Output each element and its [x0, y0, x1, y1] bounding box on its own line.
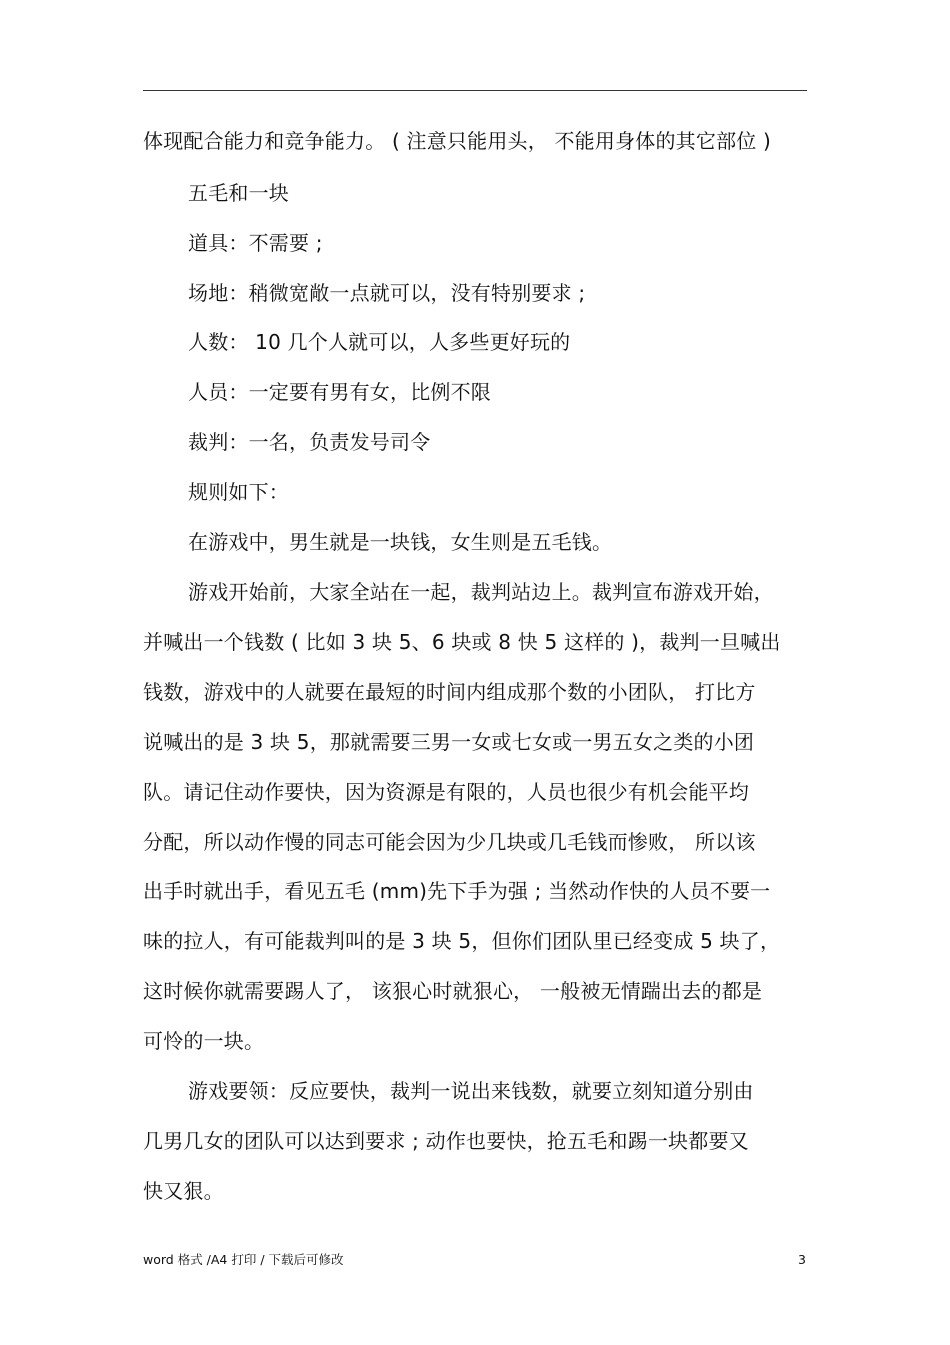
body-line: 钱数，游戏中的人就要在最短的时间内组成那个数的小团队， 打比方 [143, 680, 756, 704]
body-line: 几男几女的团队可以达到要求 ; 动作也要快，抢五毛和踢一块都要又 [143, 1129, 749, 1153]
body-line: 说喊出的是 3 块 5，那就需要三男一女或七女或一男五女之类的小团 [143, 730, 755, 754]
body-line: 并喊出一个钱数 ( 比如 3 块 5、6 块或 8 快 5 这样的 )，裁判一旦喊出 [143, 630, 781, 654]
body-line: 味的拉人，有可能裁判叫的是 3 块 5，但你们团队里已经变成 5 块了， [143, 929, 781, 953]
body-line: 出手时就出手，看见五毛 (mm)先下手为强 ; 当然动作快的人员不要一 [143, 879, 771, 903]
body-line: 可怜的一块。 [143, 1029, 265, 1053]
section-title: 五毛和一块 [188, 181, 289, 205]
body-line: 人数： 10 几个人就可以，人多些更好玩的 [188, 330, 571, 354]
footer-note: word 格式 /A4 打印 / 下载后可修改 [143, 1252, 344, 1267]
body-line: 裁判：一名，负责发号司令 [188, 430, 431, 454]
body-line: 游戏开始前，大家全站在一起，裁判站边上。裁判宣布游戏开始， [188, 580, 774, 604]
body-line: 游戏要领：反应要快，裁判一说出来钱数，就要立刻知道分别由 [188, 1079, 754, 1103]
body-line: 这时候你就需要踢人了， 该狠心时就狠心， 一般被无情踹出去的都是 [143, 979, 763, 1003]
body-line: 道具：不需要 ; [188, 231, 323, 255]
body-line: 规则如下： [188, 480, 289, 504]
body-line: 分配，所以动作慢的同志可能会因为少几块或几毛钱而惨败， 所以该 [143, 830, 756, 854]
body-line: 在游戏中，男生就是一块钱，女生则是五毛钱。 [188, 530, 613, 554]
page-number: 3 [798, 1252, 806, 1267]
body-line: 体现配合能力和竞争能力。 ( 注意只能用头， 不能用身体的其它部位 ) [143, 129, 772, 153]
body-line: 人员：一定要有男有女，比例不限 [188, 380, 491, 404]
body-line: 场地：稍微宽敞一点就可以，没有特别要求 ; [188, 281, 586, 305]
body-line: 快又狠。 [143, 1179, 224, 1203]
body-line: 队。请记住动作要快，因为资源是有限的，人员也很少有机会能平均 [143, 780, 749, 804]
